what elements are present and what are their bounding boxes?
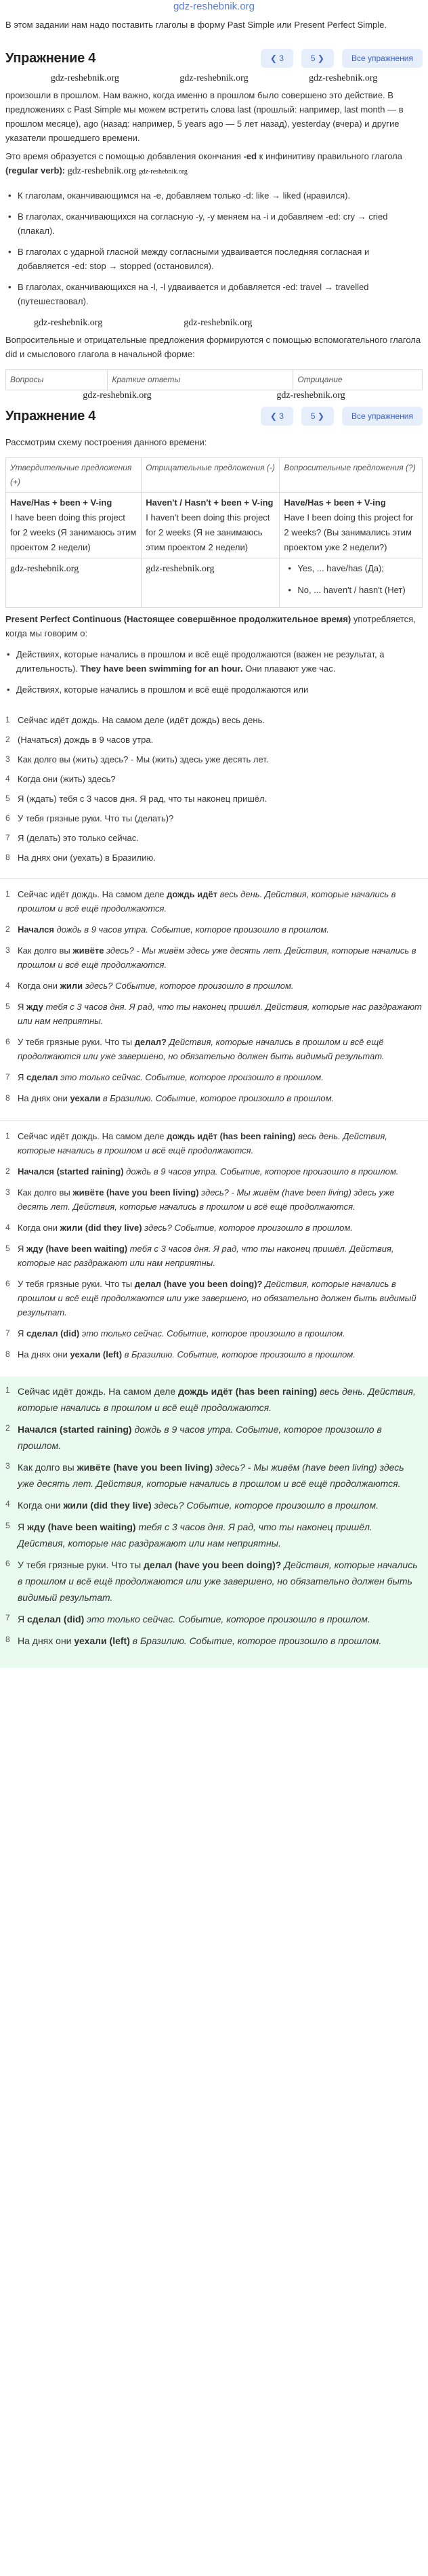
past-simple-section bbox=[0, 84, 428, 186]
table-cell: Have/Has + been + V-ing I have been doing this project for 2 weeks (Я занимаюсь этим проектом 2 недели) bbox=[6, 493, 142, 558]
list-item: 7 Я сделал это только сейчас. Событие, которое произошло в прошлом. bbox=[5, 1072, 324, 1082]
explained-list bbox=[0, 884, 428, 1115]
list-item: 4 Когда они жили (did they live) здесь? Событие, которое произошло в прошлом. bbox=[5, 1499, 379, 1511]
list-item: 6 У тебя грязные руки. Что ты делал? Действия, которые начались в прошлом и всё ещё продолжаются или уже завершено, но обязательно должен быть видимый результат. bbox=[5, 1037, 385, 1061]
ppc-scheme-table bbox=[5, 457, 423, 608]
list-item: 8 На днях они уехали в Бразилию. Событие, которое произошло в прошлом. bbox=[5, 1093, 335, 1103]
table-cell: gdz-reshebnik.org bbox=[6, 558, 142, 608]
table-header: Отрицательные предложения (-) bbox=[142, 458, 280, 493]
list-item: 5 Я жду (have been waiting) тебя с 3 часов дня. Я рад, что ты наконец пришёл. Действия, которые нас раздражают или нам неприятны. bbox=[5, 1521, 372, 1549]
final-answer-block bbox=[0, 1376, 428, 1668]
list-item: 7 Я (делать) это только сейчас. bbox=[5, 833, 139, 843]
list-item: 3 Как долго вы живёте здесь? - Мы живём здесь уже десять лет. Действия, которые начались в прошлом и всё ещё продолжаются. bbox=[5, 945, 416, 970]
next-exercise-button[interactable]: 5 ❯ bbox=[301, 407, 334, 426]
prev-exercise-button[interactable]: ❮ 3 bbox=[261, 407, 293, 426]
table-header: Отрицание bbox=[293, 370, 423, 390]
list-item: 6 У тебя грязные руки. Что ты делал (have you been doing)? Действия, которые начались в прошлом и всё ещё продолжаются или уже завершено, но обязательно должен быть видимый результат. bbox=[5, 1559, 418, 1603]
short-answer-item: • No, ... haven't / hasn't (Нет) bbox=[288, 583, 418, 598]
list-item: 2 (Начаться) дождь в 9 часов утра. bbox=[5, 735, 154, 745]
list-item: 8 На днях они уехали (left) в Бразилию. Событие, которое произошло в прошлом. bbox=[5, 1349, 356, 1359]
scheme-text: Рассмотрим схему построения данного времени: bbox=[5, 437, 207, 447]
short-answer-item: • Yes, ... have/has (Да); bbox=[288, 561, 418, 576]
list-item: 5 Я жду (have been waiting) тебя с 3 часов дня. Я рад, что ты наконец пришёл. Действия, которые нас раздражают или нам неприятны. bbox=[5, 1244, 394, 1268]
divider bbox=[0, 878, 428, 879]
rule-item: • В глаголах с ударной гласной между согласными удваивается последняя согласная и добавляется -ed: stop → stopped (остановился). bbox=[8, 245, 420, 273]
ppc-use-item: • Действиях, которые начались в прошлом и всё ещё продолжаются (важен не результат, а длительность). They have been swimming for an hour. Они плавают уже час. bbox=[7, 647, 414, 676]
list-item: 4 Когда они (жить) здесь? bbox=[5, 774, 116, 784]
past-simple-text: произошли в прошлом. Нам важно, когда именно в прошлом было совершено это действие. В предложениях с Past Simple мы можем встретить слова last (прошлый: например, last month — в прошлом месяце), ago (назад: например, 5 years ago — 5 лет назад), yesterday (вчера) и другие указатели прошедшего времени. bbox=[5, 90, 404, 143]
list-item: 1 Сейчас идёт дождь. На самом деле дождь идёт (has been raining) весь день. Действия, которые начались в прошлом и всё ещё продолжаются. bbox=[5, 1385, 416, 1413]
table-cell bbox=[280, 558, 423, 608]
next-exercise-button[interactable]: 5 ❯ bbox=[301, 49, 334, 68]
exercise-header bbox=[0, 43, 428, 73]
exercise-nav bbox=[261, 407, 423, 426]
list-item: 1 Сейчас идёт дождь. На самом деле дождь идёт весь день. Действия, которые начались в прошлом и всё ещё продолжаются. bbox=[5, 889, 396, 914]
past-simple-table bbox=[5, 369, 423, 390]
intro-paragraph: В этом задании нам надо поставить глаголы в форму Past Simple или Present Perfect Simple. bbox=[5, 20, 387, 30]
list-item: 7 Я сделал (did) это только сейчас. Событие, которое произошло в прошлом. bbox=[5, 1328, 345, 1338]
watermark-top: gdz-reshebnik.org bbox=[173, 1, 255, 12]
spelling-rules-list bbox=[0, 186, 428, 318]
ppc-intro: Present Perfect Continuous (Настоящее совершённое продолжительное время) употребляется, когда мы говорим о: bbox=[5, 614, 416, 638]
watermark-row: gdz-reshebnik.org gdz-reshebnik.org bbox=[34, 318, 253, 328]
all-exercises-button[interactable]: Все упражнения bbox=[342, 407, 423, 426]
questions-text: Вопросительные и отрицательные предложения формируются с помощью вспомогательного глагола did и смыслового глагола в начальной форме: bbox=[5, 335, 421, 359]
table-cell: gdz-reshebnik.org bbox=[142, 558, 280, 608]
table-header: Вопросительные предложения (?) bbox=[280, 458, 423, 493]
list-item: 8 На днях они уехали (left) в Бразилию. Событие, которое произошло в прошлом. bbox=[5, 1635, 382, 1646]
list-item: 4 Когда они жили (did they live) здесь? Событие, которое произошло в прошлом. bbox=[5, 1223, 353, 1233]
formation-text: Это время образуется с помощью добавления окончания -ed к инфинитиву правильного глагола (regular verb): gdz-reshebnik.org gdz-reshebnik.org bbox=[5, 151, 402, 176]
list-item: 3 Как долго вы живёте (have you been living) здесь? - Мы живём (have been living) здесь уже десять лет. Действия, которые начались в прошлом и всё ещё продолжаются. bbox=[5, 1187, 395, 1212]
list-item: 8 На днях они (уехать) в Бразилию. bbox=[5, 853, 156, 863]
scheme-section bbox=[0, 431, 428, 457]
list-item: 5 Я жду тебя с 3 часов дня. Я рад, что ты наконец пришёл. Действия, которые нас раздражают или нам неприятны. bbox=[5, 1002, 422, 1026]
list-item: 2 Начался (started raining) дождь в 9 часов утра. Событие, которое произошло в прошлом. bbox=[5, 1166, 399, 1177]
questions-section bbox=[0, 329, 428, 369]
table-cell: Haven't / Hasn't + been + V-ing I haven't been doing this project for 2 weeks (Я не занимаюсь этим проектом 2 недели) bbox=[142, 493, 280, 558]
list-item: 1 Сейчас идёт дождь. На самом деле (идёт дождь) весь день. bbox=[5, 715, 265, 725]
ppc-section bbox=[0, 608, 428, 710]
ppc-use-item: • Действиях, которые начались в прошлом и всё ещё продолжаются или bbox=[7, 682, 414, 697]
rule-item: • К глаголам, оканчивающимся на -e, добавляем только -d: like → liked (нравился). bbox=[8, 188, 420, 203]
list-item: 7 Я сделал (did) это только сейчас. Событие, которое произошло в прошлом. bbox=[5, 1613, 370, 1624]
list-item: 6 У тебя грязные руки. Что ты делал (have you been doing)? Действия, которые начались в прошлом и всё ещё продолжаются или уже завершено, но обязательно должен быть видимый результат. bbox=[5, 1279, 416, 1317]
watermark-row: gdz-reshebnik.org gdz-reshebnik.org bbox=[83, 390, 345, 401]
rule-item: • В глаголах, оканчивающихся на -l, -l удваивается и добавляется -ed: travel → travelled (путешествовал). bbox=[8, 280, 420, 308]
short-answers-list bbox=[284, 561, 418, 598]
list-item: 5 Я (ждать) тебя с 3 часов дня. Я рад, что ты наконец пришёл. bbox=[5, 794, 268, 804]
table-header: Краткие ответы bbox=[108, 370, 293, 390]
exercise-header-sticky bbox=[0, 401, 428, 431]
exercise-title: Упражнение 4 bbox=[5, 50, 96, 66]
divider bbox=[0, 1120, 428, 1121]
ppc-uses-list bbox=[5, 645, 423, 706]
exercise-title: Упражнение 4 bbox=[5, 408, 96, 424]
list-item: 2 Начался (started raining) дождь в 9 часов утра. Событие, которое произошло в прошлом. bbox=[5, 1423, 382, 1451]
table-header: Утвердительные предложения (+) bbox=[6, 458, 142, 493]
all-exercises-button[interactable]: Все упражнения bbox=[342, 49, 423, 68]
watermark-row: gdz-reshebnik.org gdz-reshebnik.org gdz-reshebnik.org bbox=[50, 73, 378, 83]
prev-exercise-button[interactable]: ❮ 3 bbox=[261, 49, 293, 68]
list-item: 6 У тебя грязные руки. Что ты (делать)? bbox=[5, 813, 174, 823]
table-header: Вопросы bbox=[6, 370, 108, 390]
list-item: 3 Как долго вы живёте (have you been living) здесь? - Мы живём (have been living) здесь уже десять лет. Действия, которые начались в прошлом и всё ещё продолжаются. bbox=[5, 1461, 404, 1489]
table-cell: Have/Has + been + V-ing Have I been doing this project for 2 weeks? (Вы занимались этим проектом уже 2 недели?) bbox=[280, 493, 423, 558]
english-hints-list bbox=[0, 1126, 428, 1371]
rule-item: • В глаголах, оканчивающихся на согласную -y, -y меняем на -i и добавляем -ed: cry → cried (плакал). bbox=[8, 209, 420, 238]
list-item: 2 Начался дождь в 9 часов утра. Событие, которое произошло в прошлом. bbox=[5, 924, 329, 935]
list-item: 3 Как долго вы (жить) здесь? - Мы (жить) здесь уже десять лет. bbox=[5, 754, 269, 764]
list-item: 4 Когда они жили здесь? Событие, которое произошло в прошлом. bbox=[5, 981, 294, 991]
task-list bbox=[0, 710, 428, 873]
exercise-nav bbox=[261, 49, 423, 68]
list-item: 1 Сейчас идёт дождь. На самом деле дождь идёт (has been raining) весь день. Действия, которые начались в прошлом и всё ещё продолжаются. bbox=[5, 1131, 387, 1156]
